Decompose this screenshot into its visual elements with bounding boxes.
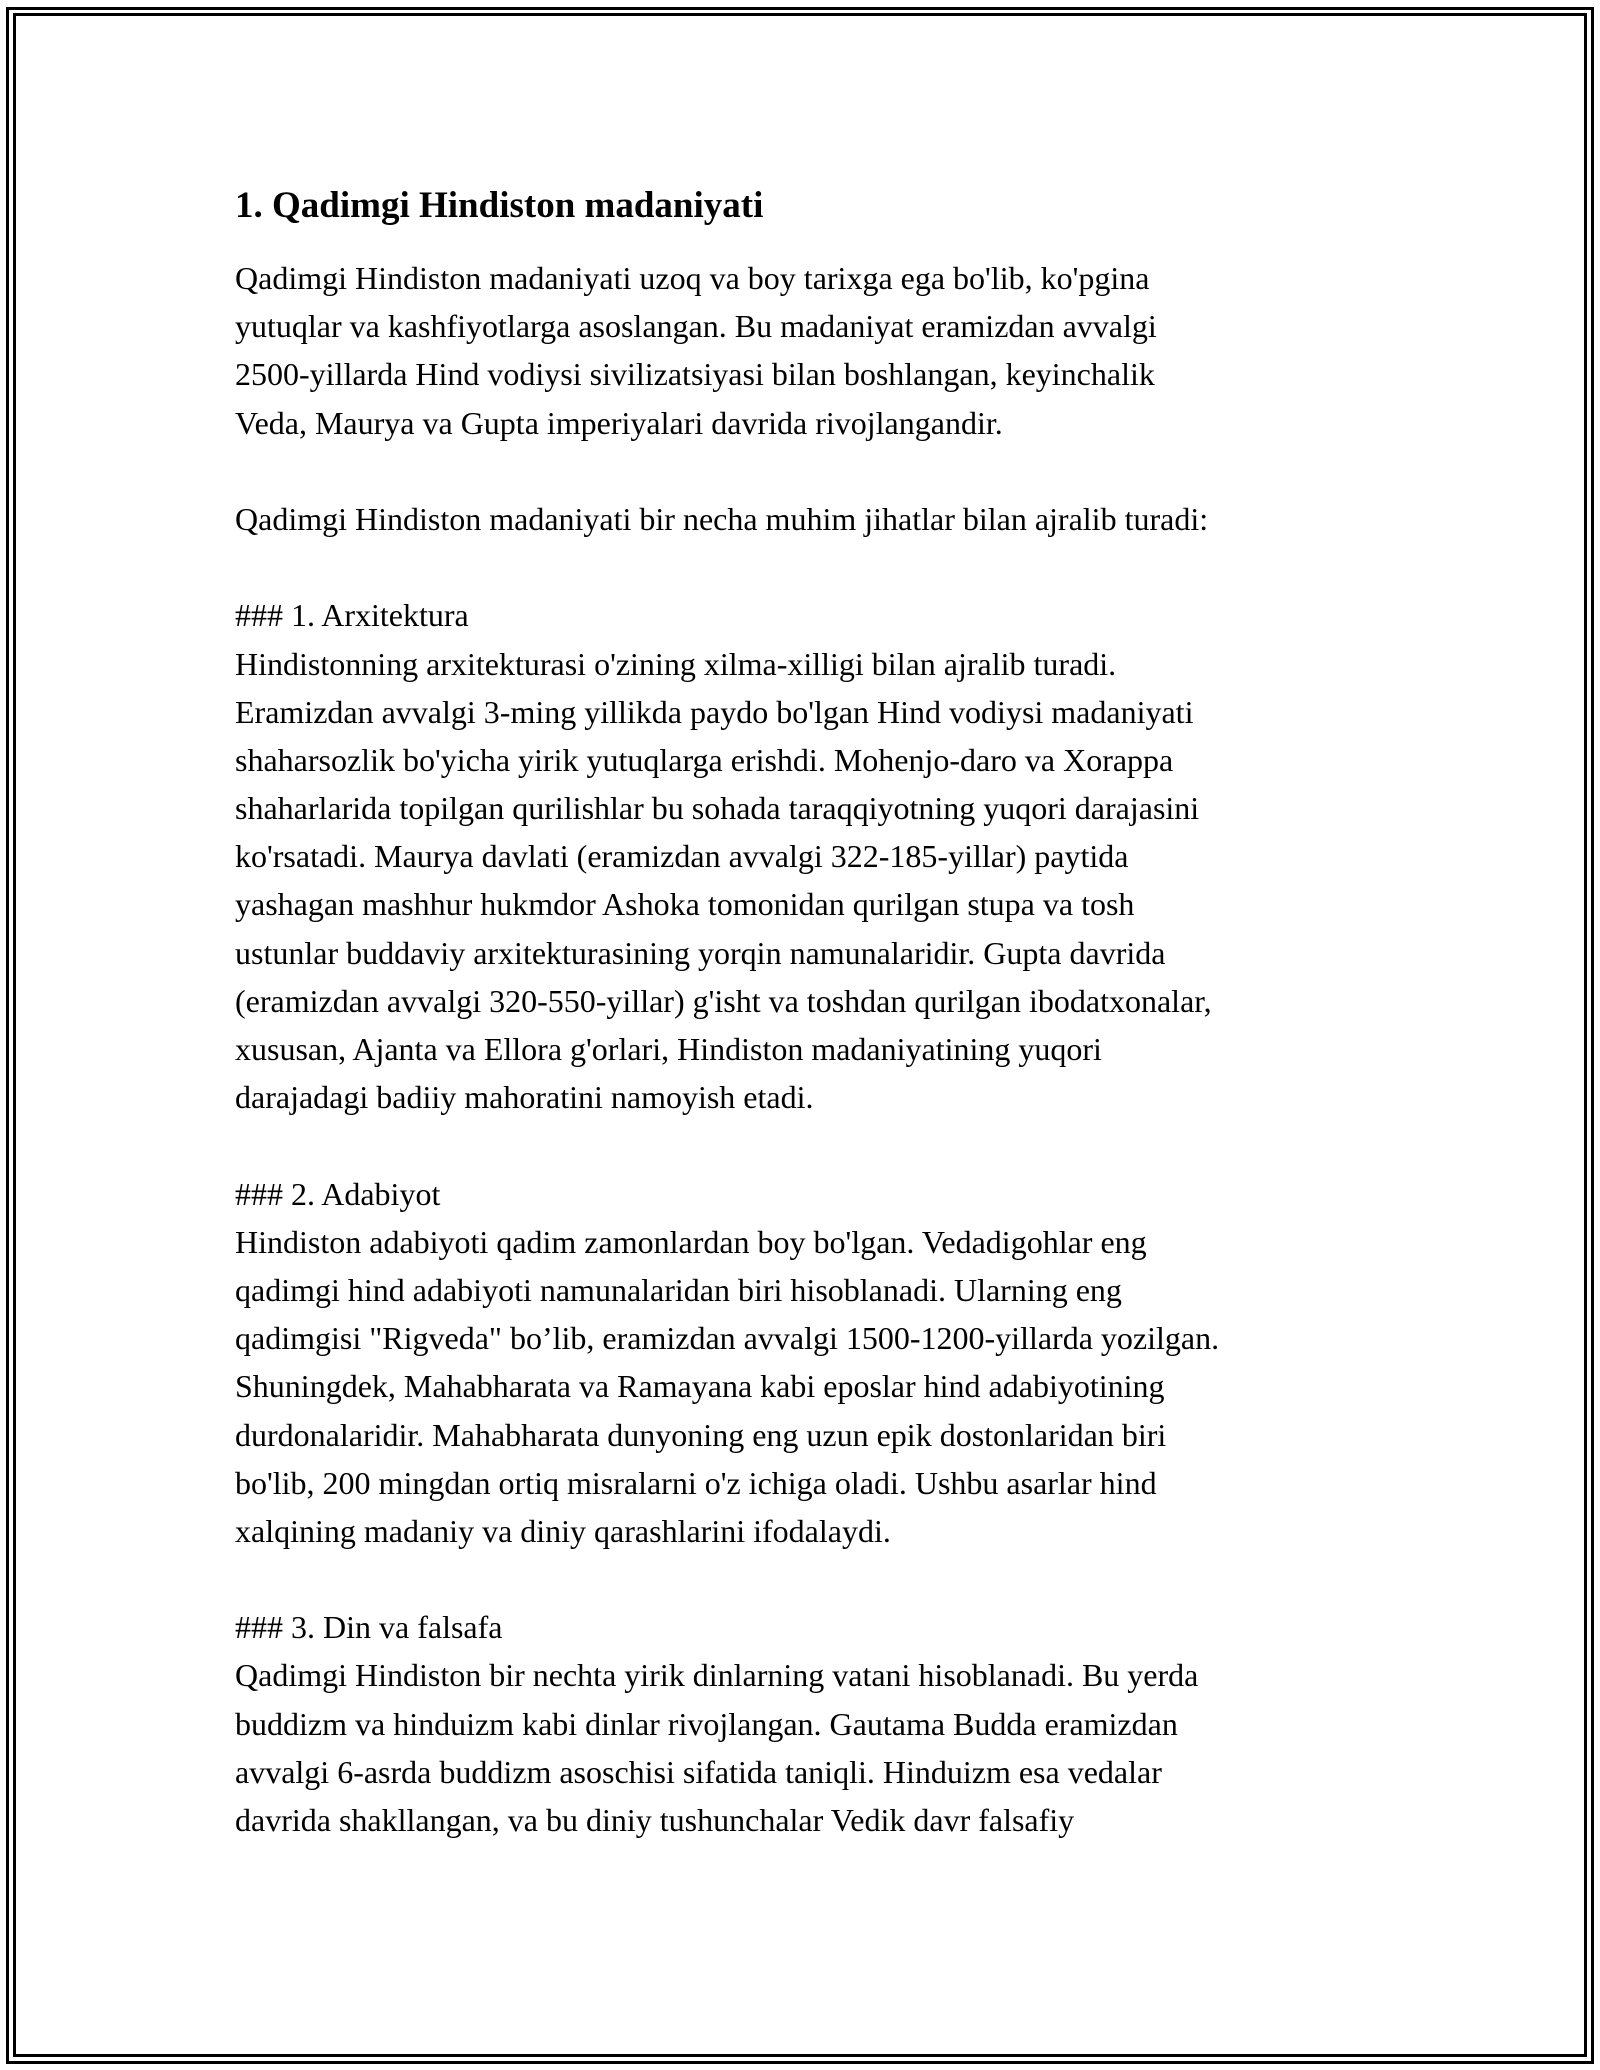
text-line: Hindiston adabiyoti qadim zamonlardan boy bo'lgan. Vedadigohlar eng — [235, 1223, 1147, 1260]
text-line: Veda, Maurya va Gupta imperiyalari davrida rivojlangandir. — [235, 404, 1003, 441]
text-line: xususan, Ajanta va Ellora g'orlari, Hindiston madaniyatining yuqori — [235, 1031, 1102, 1067]
text-line: 2500-yillarda Hind vodiysi sivilizatsiyasi bilan boshlangan, keyinchalik — [235, 356, 1155, 393]
text-line: (eramizdan avvalgi 320-550-yillar) g'isht va toshdan qurilgan ibodatxonalar, — [235, 982, 1212, 1019]
text-line: yutuqlar va kashfiyotlarga asoslangan. Bu madaniyat eramizdan avvalgi — [235, 308, 1157, 345]
text-line: qadimgi hind adabiyoti namunalaridan biri hisoblanadi. Ularning eng — [235, 1271, 1122, 1308]
section-heading: ### 2. Adabiyot — [235, 1175, 441, 1212]
document-body — [235, 182, 1385, 1844]
section-religion-philosophy — [235, 1603, 1385, 1844]
text-line: shaharsozlik bo'yicha yirik yutuqlarga erishdi. Mohenjo-daro va Xorappa — [235, 741, 1174, 778]
text-line: yashagan mashhur hukmdor Ashoka tomonidan qurilgan stupa va tosh — [235, 886, 1135, 923]
text-line: avvalgi 6-asrda buddizm asoschisi sifatida taniqli. Hinduizm esa vedalar — [235, 1753, 1162, 1790]
paragraph-spacer — [235, 1555, 1385, 1603]
section-architecture — [235, 591, 1385, 1121]
text-line: Qadimgi Hindiston madaniyati bir necha muhim jihatlar bilan ajralib turadi: — [235, 500, 1209, 537]
text-line: Shuningdek, Mahabharata va Ramayana kabi eposlar hind adabiyotining — [235, 1368, 1165, 1405]
text-line: shaharlarida topilgan qurilishlar bu sohada taraqqiyotning yuqori darajasini — [235, 790, 1200, 827]
section-heading: ### 1. Arxitektura — [235, 597, 469, 634]
paragraph-spacer — [235, 447, 1385, 495]
paragraph-spacer — [235, 543, 1385, 591]
page-title: 1. Qadimgi Hindiston madaniyati — [235, 185, 764, 226]
text-line: Qadimgi Hindiston madaniyati uzoq va boy tarixga ega bo'lib, ko'pgina — [235, 260, 1150, 296]
text-line: qadimgisi "Rigveda" bo’lib, eramizdan avvalgi 1500-1200-yillarda yozilgan. — [235, 1320, 1220, 1357]
paragraph-spacer — [235, 1121, 1385, 1169]
text-line: durdonalaridir. Mahabharata dunyoning eng uzun epik dostonlaridan biri — [235, 1416, 1167, 1453]
text-line: Eramizdan avvalgi 3-ming yillikda paydo bo'lgan Hind vodiysi madaniyati — [235, 693, 1194, 730]
summary-paragraph — [235, 495, 1385, 543]
section-heading: ### 3. Din va falsafa — [235, 1609, 503, 1646]
intro-paragraph — [235, 254, 1385, 447]
text-line: buddizm va hinduizm kabi dinlar rivojlangan. Gautama Budda eramizdan — [235, 1705, 1178, 1742]
text-line: darajadagi badiiy mahoratini namoyish etadi. — [235, 1079, 814, 1116]
text-line: xalqining madaniy va diniy qarashlarini ifodalaydi. — [235, 1512, 891, 1549]
text-line: bo'lib, 200 mingdan ortiq misralarni o'z ichiga oladi. Ushbu asarlar hind — [235, 1464, 1157, 1501]
section-literature — [235, 1170, 1385, 1556]
text-line: davrida shakllangan, va bu diniy tushunchalar Vedik davr falsafiy — [235, 1802, 1075, 1838]
text-line: ustunlar buddaviy arxitekturasining yorqin namunalaridir. Gupta davrida — [235, 934, 1166, 971]
text-line: Hindistonning arxitekturasi o'zining xilma-xilligi bilan ajralib turadi. — [235, 645, 1117, 682]
text-line: ko'rsatadi. Maurya davlati (eramizdan avvalgi 322-185-yillar) paytida — [235, 838, 1129, 875]
text-line: Qadimgi Hindiston bir nechta yirik dinlarning vatani hisoblanadi. Bu yerda — [235, 1657, 1199, 1694]
